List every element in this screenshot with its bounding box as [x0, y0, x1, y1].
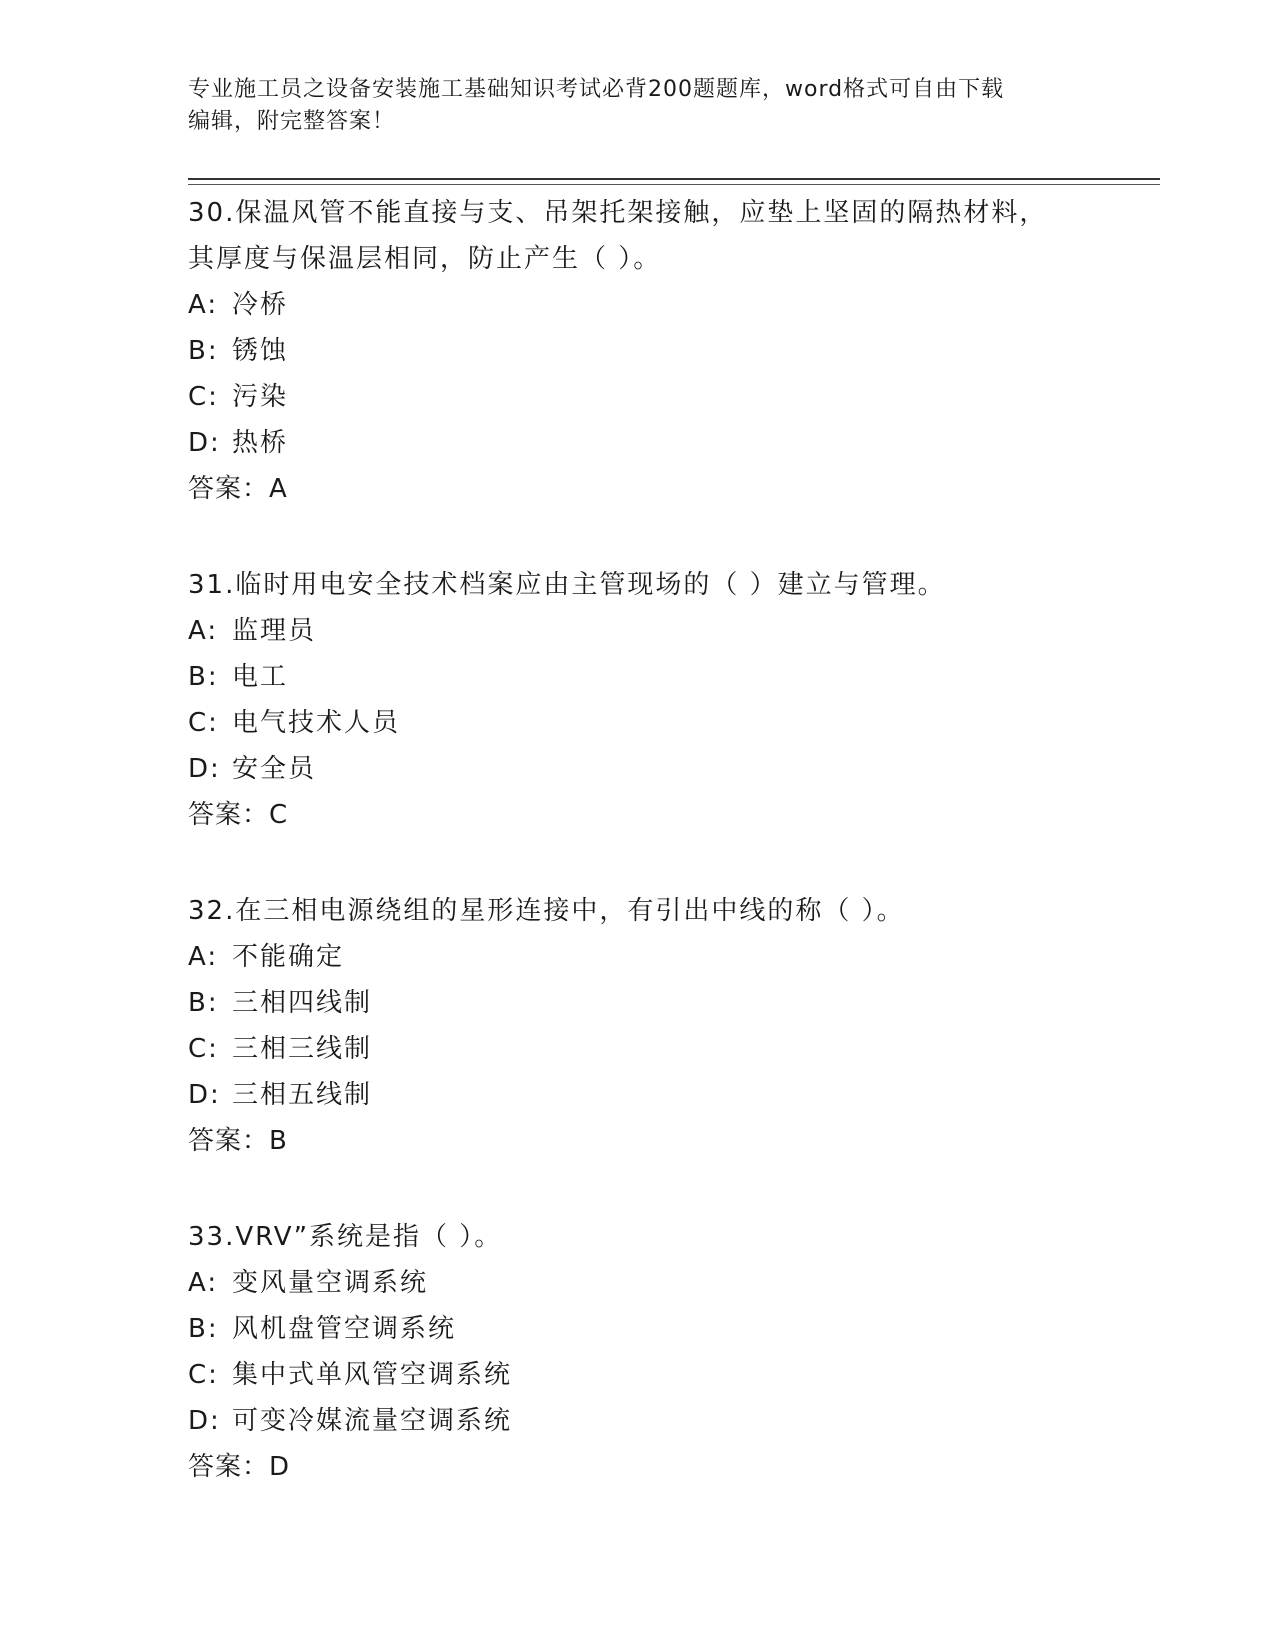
- option-b: [188, 328, 1148, 374]
- question-stem: [188, 1214, 1148, 1260]
- answer-label: 答案：A: [188, 474, 288, 504]
- question-stem-line: 31.临时用电安全技术档案应由主管现场的（ ）建立与管理。: [188, 570, 946, 600]
- question-32: [188, 888, 1148, 1164]
- question-stem: [188, 562, 1148, 608]
- option-a: [188, 608, 1148, 654]
- question-stem-line: 其厚度与保温层相同，防止产生（ ）。: [188, 244, 662, 274]
- option-text: 三相三线制: [232, 1034, 373, 1064]
- document-header: [188, 74, 1088, 138]
- option-letter: D:: [188, 754, 221, 784]
- question-stem-line: 33.VRV”系统是指（ ）。: [188, 1222, 503, 1252]
- option-a: [188, 282, 1148, 328]
- header-line-1: 专业施工员之设备安装施工基础知识考试必背200题题库，word格式可自由下载: [188, 77, 1005, 102]
- answer-label: 答案：C: [188, 800, 289, 830]
- option-text: 变风量空调系统: [232, 1268, 429, 1298]
- option-letter: B:: [188, 1314, 219, 1344]
- answer-label: 答案：D: [188, 1452, 291, 1482]
- option-letter: C:: [188, 1034, 219, 1064]
- option-text: 风机盘管空调系统: [232, 1314, 457, 1344]
- header-divider-thin: [188, 184, 1160, 185]
- option-text: 冷桥: [232, 290, 289, 320]
- header-divider-thick: [188, 178, 1160, 180]
- question-stem: [188, 888, 1148, 934]
- option-text: 可变冷媒流量空调系统: [232, 1406, 513, 1436]
- option-b: [188, 654, 1148, 700]
- answer-label: 答案：B: [188, 1126, 288, 1156]
- option-letter: B:: [188, 988, 219, 1018]
- option-d: [188, 1072, 1148, 1118]
- option-letter: A:: [188, 942, 219, 972]
- option-letter: A:: [188, 1268, 219, 1298]
- option-text: 锈蚀: [232, 336, 289, 366]
- option-text: 电气技术人员: [232, 708, 401, 738]
- question-stem-line: 30.保温风管不能直接与支、吊架托架接触，应垫上坚固的隔热材料，: [188, 198, 1048, 228]
- question-30: [188, 190, 1148, 512]
- option-c: [188, 1352, 1148, 1398]
- option-d: [188, 420, 1148, 466]
- question-31: [188, 562, 1148, 838]
- option-a: [188, 934, 1148, 980]
- option-text: 集中式单风管空调系统: [232, 1360, 513, 1390]
- option-text: 三相五线制: [232, 1080, 373, 1110]
- option-letter: C:: [188, 1360, 219, 1390]
- question-33: [188, 1214, 1148, 1490]
- option-text: 不能确定: [232, 942, 345, 972]
- option-text: 安全员: [232, 754, 317, 784]
- option-letter: C:: [188, 708, 219, 738]
- option-letter: B:: [188, 336, 219, 366]
- question-stem: [188, 190, 1148, 282]
- option-c: [188, 374, 1148, 420]
- option-b: [188, 1306, 1148, 1352]
- option-letter: C:: [188, 382, 219, 412]
- option-c: [188, 700, 1148, 746]
- option-text: 电工: [232, 662, 289, 692]
- option-d: [188, 1398, 1148, 1444]
- option-a: [188, 1260, 1148, 1306]
- option-letter: A:: [188, 290, 219, 320]
- option-text: 监理员: [232, 616, 317, 646]
- question-list: [188, 190, 1148, 1540]
- option-letter: D:: [188, 1080, 221, 1110]
- option-letter: A:: [188, 616, 219, 646]
- option-b: [188, 980, 1148, 1026]
- header-line-2: 编辑，附完整答案！: [188, 109, 396, 134]
- option-text: 三相四线制: [232, 988, 373, 1018]
- option-letter: D:: [188, 428, 221, 458]
- option-letter: D:: [188, 1406, 221, 1436]
- option-text: 热桥: [232, 428, 289, 458]
- question-stem-line: 32.在三相电源绕组的星形连接中，有引出中线的称（ ）。: [188, 896, 905, 926]
- option-text: 污染: [232, 382, 289, 412]
- option-letter: B:: [188, 662, 219, 692]
- option-d: [188, 746, 1148, 792]
- option-c: [188, 1026, 1148, 1072]
